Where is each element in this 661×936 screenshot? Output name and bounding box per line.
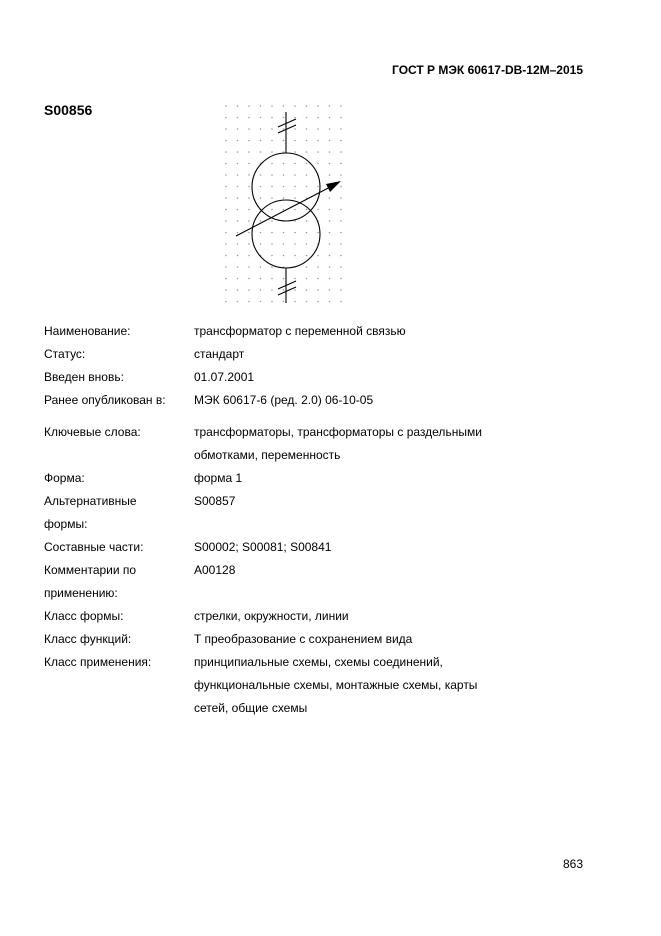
property-row bbox=[44, 421, 604, 444]
property-label: применению: bbox=[44, 586, 118, 600]
property-value: S00857 bbox=[194, 494, 236, 508]
property-row bbox=[44, 582, 604, 605]
property-value: 01.07.2001 bbox=[194, 370, 255, 384]
property-row bbox=[44, 628, 604, 651]
property-value: форма 1 bbox=[194, 471, 243, 485]
property-label: Форма: bbox=[44, 471, 85, 485]
property-label: Комментарии по bbox=[44, 563, 137, 577]
property-label: Класс функций: bbox=[44, 632, 132, 646]
property-value: трансформаторы, трансформаторы с раздельными bbox=[194, 425, 482, 439]
property-value: стрелки, окружности, линии bbox=[194, 609, 349, 623]
property-label: Введен вновь: bbox=[44, 370, 124, 384]
property-row bbox=[44, 605, 604, 628]
property-row bbox=[44, 467, 604, 490]
property-row bbox=[44, 559, 604, 582]
property-row bbox=[44, 513, 604, 536]
property-value: T преобразование с сохранением вида bbox=[194, 632, 413, 646]
property-value: сетей, общие схемы bbox=[194, 701, 308, 715]
property-row bbox=[44, 366, 604, 389]
property-row bbox=[44, 490, 604, 513]
variable-coupling-transformer-icon bbox=[220, 100, 356, 312]
property-row bbox=[44, 444, 604, 467]
property-row bbox=[44, 697, 604, 720]
property-label: Наименование: bbox=[44, 324, 131, 338]
property-row bbox=[44, 343, 604, 366]
property-label: Составные части: bbox=[44, 540, 144, 554]
symbol-code: S00856 bbox=[44, 102, 93, 118]
property-row bbox=[44, 651, 604, 674]
property-value: МЭК 60617-6 (ред. 2.0) 06-10-05 bbox=[194, 393, 374, 407]
property-row bbox=[44, 320, 604, 343]
property-value bbox=[194, 582, 604, 605]
page-number: 863 bbox=[562, 857, 583, 871]
property-row bbox=[44, 536, 604, 559]
property-label: Ключевые слова: bbox=[44, 425, 141, 439]
property-label: Класс применения: bbox=[44, 655, 152, 669]
property-row bbox=[44, 389, 604, 412]
property-label: Альтернативные bbox=[44, 494, 137, 508]
document-header: ГОСТ Р МЭК 60617-DB-12M–2015 bbox=[392, 63, 583, 77]
property-row bbox=[44, 674, 604, 697]
property-value: A00128 bbox=[194, 563, 236, 577]
property-value: функциональные схемы, монтажные схемы, карты bbox=[194, 678, 478, 692]
property-label: Класс формы: bbox=[44, 609, 124, 623]
property-value: трансформатор с переменной связью bbox=[194, 324, 406, 338]
property-label: Ранее опубликован в: bbox=[44, 393, 166, 407]
property-value: обмотками, переменность bbox=[194, 448, 341, 462]
property-label bbox=[44, 674, 194, 697]
property-value bbox=[194, 513, 604, 536]
property-value: принципиальные схемы, схемы соединений, bbox=[194, 655, 443, 669]
property-value: S00002; S00081; S00841 bbox=[194, 540, 332, 554]
property-label bbox=[44, 697, 194, 720]
property-label: Статус: bbox=[44, 347, 86, 361]
property-value: стандарт bbox=[194, 347, 245, 361]
property-label bbox=[44, 444, 194, 467]
property-label: формы: bbox=[44, 517, 88, 531]
properties-list bbox=[44, 320, 604, 720]
